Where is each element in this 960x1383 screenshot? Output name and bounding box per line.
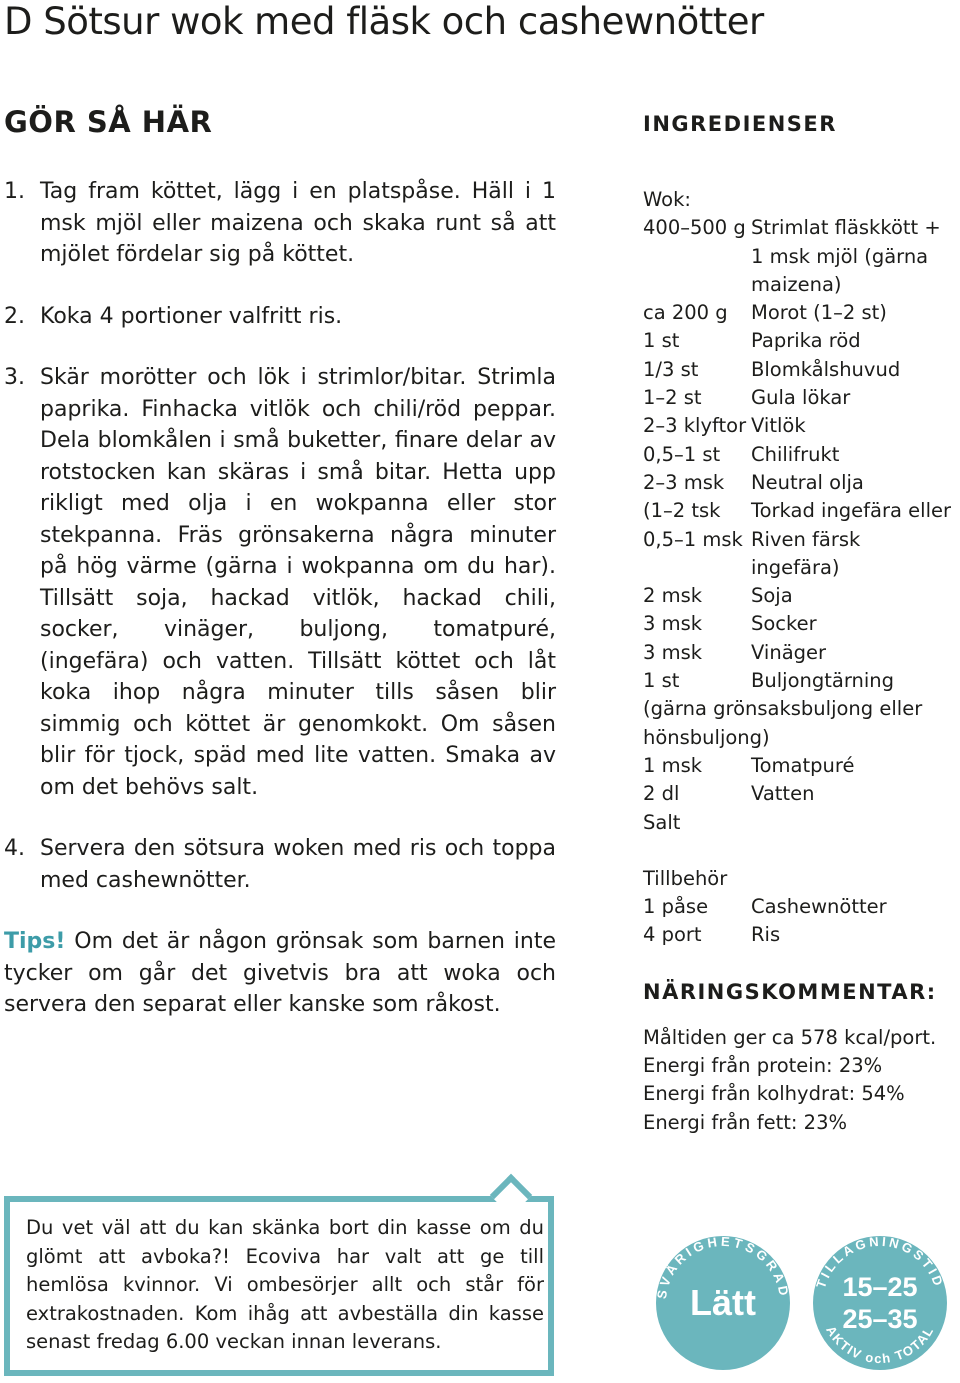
ingredient-row — [643, 356, 953, 384]
ingredient-name: Chilifrukt — [751, 442, 840, 466]
ingredient-row — [643, 582, 953, 610]
ingredient-row — [643, 921, 953, 949]
ingredient-name: Riven färsk ingefära) — [751, 527, 861, 579]
ingredient-amount: 400–500 g — [643, 216, 746, 240]
ingredient-amount: 4 port — [643, 923, 702, 947]
ingredient-name: Gula lökar — [751, 386, 851, 410]
note-text — [26, 1214, 544, 1357]
ingredients-heading: INGREDIENSER — [643, 112, 837, 136]
step-2 — [4, 301, 556, 333]
time-ring — [803, 1226, 957, 1380]
time-ring-top: TILLAGNINGSTID — [813, 1233, 947, 1291]
broth-note: (gärna grönsaksbuljong eller — [643, 697, 923, 721]
time-badge — [813, 1233, 947, 1370]
ingredient-amount: 0,5–1 st — [643, 442, 721, 466]
ingredient-salt: Salt — [643, 810, 681, 834]
ingredient-row — [643, 299, 953, 327]
step-number: 4. — [4, 836, 25, 861]
step-number: 3. — [4, 365, 25, 390]
step-text: Koka 4 portioner valfritt ris. — [40, 303, 343, 329]
nutrition-line: Måltiden ger ca 578 kcal/port. — [643, 1025, 937, 1049]
wok-label: Wok: — [643, 188, 691, 211]
ingredient-name: Buljongtärning — [751, 669, 895, 693]
ingredient-amount: 2–3 msk — [643, 470, 725, 494]
step-number: 2. — [4, 303, 25, 329]
recipe-title: D Sötsur wok med fläsk och cashewnötter — [4, 0, 764, 43]
ingredient-amount: 1 st — [643, 329, 680, 353]
step-4 — [4, 833, 556, 896]
steps-list — [4, 176, 556, 896]
ingredient-name: Paprika röd — [751, 329, 861, 353]
ingredient-row — [643, 441, 953, 469]
step-text: Skär morötter och lök i strimlor/bitar. Strimla paprika. Finhacka vitlök och chili/röd peppar. Dela blomkålen i små buketter, finare delar av rotstocken kan skäras i små bitar. Hetta upp rikligt med olja i en wokpanna eller stor stekpanna. Fräs grönsakerna några minuter på hög värme (gärna i wokpanna om du har). Tillsätt soja, hackad vitlök, hackad chili, socker, vinäger, buljong, tomatpuré, (ingefära) och vatten. Tillsätt köttet och låt koka ihop några minuter tills såsen blir simmig och köttet är genomkokt. Om såsen blir för tjock, späd med lite vatten. Smaka av om det behövs salt. — [40, 365, 556, 800]
ingredient-name: Cashewnötter — [751, 895, 887, 919]
ingredient-name: Strimlat fläskkött + 1 msk mjöl (gärna maizena) — [751, 216, 941, 296]
ingredient-amount: 2–3 klyftor — [643, 414, 747, 438]
tips-paragraph — [4, 926, 556, 1021]
ingredient-row — [643, 780, 953, 808]
ingredient-name: Vatten — [751, 782, 815, 806]
speech-notch — [490, 1174, 532, 1216]
spacer — [643, 837, 953, 865]
nutrition-heading: NÄRINGSKOMMENTAR: — [643, 979, 937, 1004]
ingredient-amount: 1 st — [643, 669, 680, 693]
ingredient-name: Tomatpuré — [751, 753, 855, 777]
ingredients-list — [643, 186, 953, 950]
time-total: 25–35 — [842, 1304, 918, 1334]
nutrition-line: Energi från protein: 23% — [643, 1054, 883, 1078]
ingredient-amount: ca 200 g — [643, 301, 728, 325]
ingredient-row — [643, 327, 953, 355]
step-text: Tag fram köttet, lägg i en platspåse. Häll i 1 msk mjöl eller maizena och skaka runt så att mjölet fördelar sig på köttet. — [40, 179, 556, 267]
step-text: Servera den sötsura woken med ris och toppa med cashewnötter. — [40, 836, 556, 893]
ingredient-name: Vinäger — [751, 640, 827, 664]
ingredient-name: Neutral olja — [751, 470, 864, 494]
note-line-2: Kom ihåg att avbeställa din kasse senast fredag 6.00 veckan innan leverans. — [26, 1301, 544, 1353]
step-3 — [4, 362, 556, 803]
ingredient-amount: 0,5–1 msk — [643, 527, 743, 551]
donation-note — [4, 1196, 554, 1376]
tips-label: Tips! — [4, 929, 66, 954]
tips-text: Om det är någon grönsak som barnen inte tycker om går det givetvis bra att woka och servera den separat eller kanske som råkost. — [4, 929, 556, 1017]
ingredient-row — [643, 497, 953, 525]
difficulty-ring-text: SVÅRIGHETSGRAD — [653, 1233, 793, 1301]
broth-note: hönsbuljong) — [643, 725, 770, 749]
ingredient-name: Vitlök — [751, 414, 806, 438]
ingredient-row — [643, 752, 953, 780]
ingredient-row — [643, 412, 953, 440]
ingredient-row — [643, 469, 953, 497]
ingredient-name: Morot (1–2 st) — [751, 301, 887, 325]
ingredient-name: Torkad ingefära eller — [751, 499, 951, 523]
ingredient-amount: 2 dl — [643, 782, 680, 806]
ingredient-amount: (1–2 tsk — [643, 499, 721, 523]
nutrition-line: Energi från kolhydrat: 54% — [643, 1082, 905, 1106]
nutrition-line: Energi från fett: 23% — [643, 1110, 847, 1134]
nutrition-list — [643, 1024, 953, 1137]
instructions-heading: GÖR SÅ HÄR — [4, 105, 213, 139]
ingredient-amount: 1–2 st — [643, 386, 702, 410]
ingredients-section — [643, 110, 953, 1137]
ingredient-amount: 2 msk — [643, 584, 703, 608]
ingredient-name: Ris — [751, 923, 781, 947]
step-1 — [4, 176, 556, 271]
step-number: 1. — [4, 179, 25, 204]
ingredient-name: Blomkålshuvud — [751, 357, 901, 381]
ingredient-row — [643, 667, 953, 695]
ingredient-row — [643, 526, 953, 583]
time-active: 15–25 — [842, 1272, 918, 1302]
ingredient-row — [643, 384, 953, 412]
ingredient-row — [643, 610, 953, 638]
ingredient-amount: 1 msk — [643, 753, 703, 777]
ingredient-amount: 3 msk — [643, 612, 703, 636]
ingredient-amount: 1/3 st — [643, 357, 699, 381]
ingredient-amount: 1 påse — [643, 895, 709, 919]
instructions-section — [4, 104, 556, 1021]
ingredient-row — [643, 639, 953, 667]
ingredient-amount: 3 msk — [643, 640, 703, 664]
extras-label: Tillbehör — [643, 866, 728, 890]
difficulty-badge — [653, 1233, 793, 1370]
difficulty-value: Lätt — [690, 1282, 756, 1323]
ingredient-name: Socker — [751, 612, 817, 636]
note-line-1: Du vet väl att du kan skänka bort din kasse om du glömt att avboka?! Ecoviva har valt att ge till hemlösa kvinnor. Vi ombesörjer allt och står för extrakostnaden. — [26, 1216, 544, 1325]
ingredient-row — [643, 893, 953, 921]
ingredient-row — [643, 214, 953, 299]
time-ring-bottom: AKTIV och TOTAL — [823, 1323, 937, 1367]
ingredient-name: Soja — [751, 584, 793, 608]
